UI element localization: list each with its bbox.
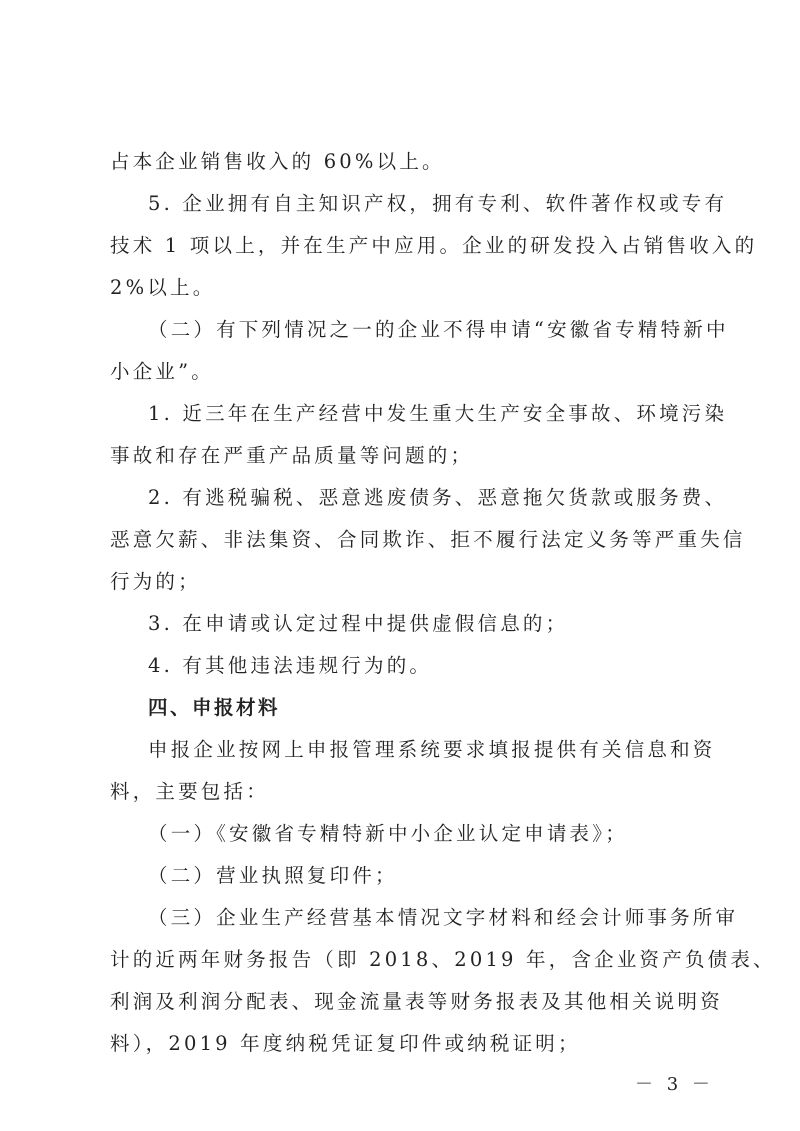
text-line: 行为的； xyxy=(110,570,201,593)
text-line: 占本企业销售收入的 60%以上。 xyxy=(110,150,445,173)
text-line: 料，主要包括： xyxy=(110,780,269,803)
text-line: （二）营业执照复印件； xyxy=(148,864,398,887)
text-line: 2. 有逃税骗税、恶意逃废债务、恶意拖欠货款或服务费、 xyxy=(148,486,728,509)
text-line: 利润及利润分配表、现金流量表等财务报表及其他相关说明资 xyxy=(110,990,723,1013)
section-heading: 四、申报材料 xyxy=(148,696,281,719)
text-line: 3. 在申请或认定过程中提供虚假信息的； xyxy=(148,612,569,635)
text-line: 料），2019 年度纳税凭证复印件或纳税证明； xyxy=(110,1032,581,1055)
page-number: － 3 － xyxy=(635,1074,714,1095)
text-line: 技术 1 项以上，并在生产中应用。企业的研发投入占销售收入的 xyxy=(110,234,758,257)
text-line: 申报企业按网上申报管理系统要求填报提供有关信息和资 xyxy=(148,738,716,761)
text-line: 计的近两年财务报告（即 2018、2019 年，含企业资产负债表、 xyxy=(110,948,776,971)
text-line: （二）有下列情况之一的企业不得申请“安徽省专精特新中 xyxy=(148,318,729,341)
text-line: 事故和存在严重产品质量等问题的； xyxy=(110,444,474,467)
text-line: （一）《安徽省专精特新中小企业认定申请表》； xyxy=(148,822,628,845)
text-line: 2%以上。 xyxy=(110,276,216,299)
text-line: 恶意欠薪、非法集资、合同欺诈、拒不履行法定义务等严重失信 xyxy=(110,528,746,551)
text-line: （三）企业生产经营基本情况文字材料和经会计师事务所审 xyxy=(148,906,739,929)
text-line: 4. 有其他违法违规行为的。 xyxy=(148,654,433,677)
text-line: 1. 近三年在生产经营中发生重大生产安全事故、环境污染 xyxy=(148,402,728,425)
text-line: 5. 企业拥有自主知识产权，拥有专利、软件著作权或专有 xyxy=(148,192,728,215)
text-line: 小企业”。 xyxy=(110,360,214,383)
